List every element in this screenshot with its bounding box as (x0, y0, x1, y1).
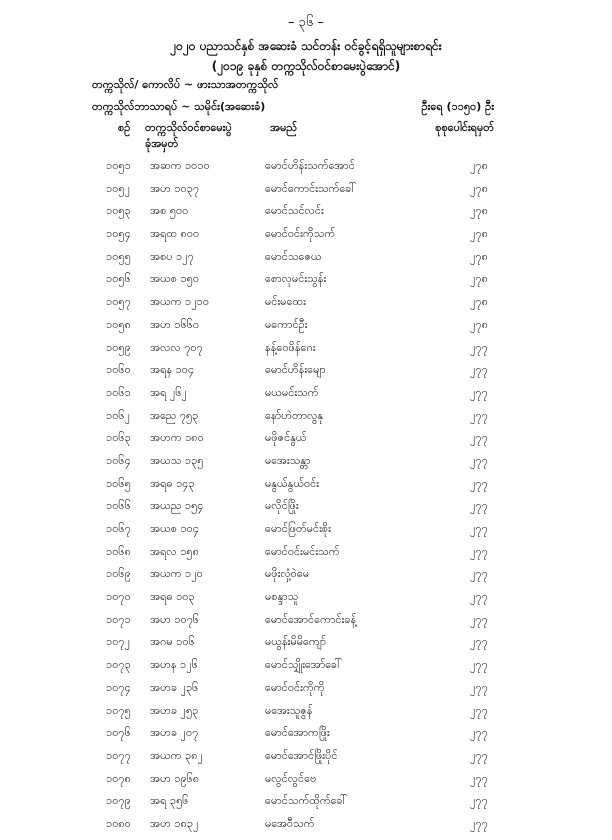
student-name: မင်းမထေး (265, 295, 306, 309)
total-marks: ၂၇၇ (470, 658, 488, 672)
column-header-serial: စဉ် (118, 121, 131, 134)
serial-number: ၁၀၇၅ (106, 703, 131, 717)
total-marks: ၂၇၇ (470, 748, 488, 762)
table-row (0, 704, 612, 727)
total-marks: ၂၇၈ (470, 295, 488, 309)
document-subtitle: (၂၀၁၉ ခုနှစ် တက္ကသိုလ်ဝင်စာမေးပွဲအောင်) (211, 59, 401, 73)
serial-number: ၁၀၅၄ (106, 227, 131, 241)
serial-number: ၁၀၆၂ (106, 408, 130, 422)
roll-number: အဟ ၁၆၆၀ (150, 317, 200, 331)
table-row (0, 772, 612, 795)
serial-number: ၁၀၇၈ (106, 771, 131, 785)
student-name: နော်ဟဲတာလွနု (265, 408, 324, 422)
table-row (0, 227, 612, 250)
student-name: မကောင်ဦး (265, 317, 308, 331)
serial-number: ၁၀၇၃ (106, 658, 131, 672)
student-name: မအေးသူဇွန် (265, 703, 313, 717)
total-marks: ၂၇၇ (470, 635, 488, 649)
roll-number: အရထ ၈၀၀ (150, 227, 200, 241)
student-name: မယွန်းမိမိကျော် (265, 635, 327, 649)
total-marks: ၂၇၇ (470, 726, 488, 740)
serial-number: ၁၀၅၆ (106, 272, 131, 286)
table-row (0, 204, 612, 227)
page-number: – ၃၆ – (288, 15, 324, 30)
roll-number: အဂမ ၁၀၆ (150, 635, 195, 649)
total-marks: ၂၇၇ (470, 340, 488, 354)
table-row (0, 590, 612, 613)
total-marks: ၂၇၇ (470, 522, 488, 535)
student-name: မယမင်းသက် (265, 385, 319, 399)
roll-number: အဆက ၁၀၁၀ (150, 159, 210, 172)
table-row (0, 409, 612, 432)
student-name: မအေးသန္တာ (265, 453, 311, 467)
table-row (0, 363, 612, 386)
table-row (0, 250, 612, 273)
serial-number: ၁၀၆၅ (106, 476, 131, 490)
roll-number: အရဓ ၁၀၃ (150, 590, 195, 604)
serial-number: ၁၀၆၀ (106, 363, 131, 377)
roll-number: အယက ၁၂၀ (150, 567, 203, 581)
total-count-label: ဦးရေ (၁၁၅၀) ဦး (421, 100, 494, 113)
student-name: မအေဝီသက် (265, 816, 315, 830)
student-name: မလွင်လွင်ဗေ (265, 771, 317, 785)
serial-number: ၁၀၅၈ (106, 317, 131, 331)
student-name: မဖိုဇင်နွယ် (265, 431, 307, 445)
table-row (0, 522, 612, 545)
roll-number: အဟခ ၂၅၃ (150, 703, 199, 717)
column-header-name: အမည် (270, 121, 298, 134)
student-name: မောင်ဟိန်းမျော (265, 363, 326, 377)
total-marks: ၂၇၇ (470, 453, 488, 467)
student-name: မောင်အောင်ဖြိုးပိုင် (265, 748, 338, 762)
student-name: မဖိုးလှံ့ဝဲမေ (265, 567, 310, 581)
serial-number: ၁၀၆၈ (106, 544, 131, 558)
table-row (0, 817, 612, 840)
roll-number: အရ ၃၅၆ (150, 794, 189, 808)
total-marks: ၂၇၇ (470, 363, 488, 377)
total-marks: ၂၇၇ (470, 612, 488, 626)
student-name: မနွယ်နွယ်ဝင်း (265, 476, 320, 490)
roll-number: အယက ၁၂၁၀ (150, 295, 210, 309)
table-row (0, 726, 612, 749)
roll-number: အညေ ၇၅၃ (150, 408, 199, 422)
roll-number: အယက ၃၈၂ (150, 748, 203, 762)
roll-number: အယည ၁၅၄ (150, 499, 204, 513)
total-marks: ၂၇၈ (470, 272, 488, 286)
student-name: မလိုင်ဖြိုး (265, 499, 299, 513)
roll-number: အဟခ ၂၃၆ (150, 680, 199, 694)
student-name: မောင်သဇေယ (265, 249, 322, 263)
serial-number: ၁၀၅၂ (106, 181, 130, 195)
total-marks: ၂၇၇ (470, 385, 488, 399)
column-header-roll-number: တက္ကသိုလ်ဝင်စာမေးပွဲ (145, 121, 232, 134)
student-name: မောင်သျှိုးအော်ခေါ် (265, 658, 342, 672)
student-name: မောင်ကောင်းသက်ခေါ် (265, 181, 357, 195)
table-row (0, 431, 612, 454)
serial-number: ၁၀၇၆ (106, 726, 131, 740)
table-row (0, 182, 612, 205)
serial-number: ၁၀၇၂ (106, 635, 130, 649)
serial-number: ၁၀၆၉ (106, 567, 131, 581)
total-marks: ၂၇၇ (470, 816, 488, 830)
total-marks: ၂၇၇ (470, 431, 488, 445)
serial-number: ၁၀၈၀ (106, 816, 131, 830)
total-marks: ၂၇၈ (470, 249, 488, 263)
roll-number: အရန ၁၀၄ (150, 363, 195, 377)
total-marks: ၂၇၇ (470, 544, 488, 558)
total-marks: ၂၇၈ (470, 159, 488, 172)
student-name: မစန္ဒာသူ (265, 590, 299, 604)
serial-number: ၁၀၅၅ (106, 249, 131, 263)
serial-number: ၁၀၆၃ (106, 431, 131, 445)
student-name: မောင်ဝင်းကိုကို (265, 680, 325, 694)
subject-label: တက္ကသိုလ်ဘာသာရပ် ~ သမိုင်း(အဆေးခံ) (92, 100, 266, 113)
serial-number: ၁၀၆၇ (106, 522, 131, 535)
serial-number: ၁၀၅၇ (106, 295, 131, 309)
serial-number: ၁၀၇၀ (106, 590, 131, 604)
roll-number: အရဓ ၁၄၃ (150, 476, 195, 490)
roll-number: အဟခ ၂၀၇ (150, 726, 199, 740)
document-title: ၂၀၂၀ ပညာသင်နှစ် အဆေးခံ သင်တန်း ဝင်ခွင့်ရရှိသူများစာရင်း (170, 39, 442, 53)
total-marks: ၂၇၇ (470, 703, 488, 717)
roll-number: အယစ ၁၀၄ (150, 522, 200, 535)
total-marks: ၂၇၇ (470, 567, 488, 581)
student-name: မောင်ဟိန်းသက်အောင် (265, 159, 355, 172)
total-marks: ၂၇၈ (470, 181, 488, 195)
roll-number: အစ ၅၀၀ (150, 204, 189, 218)
student-name: မောင်အောကဖြိုး (265, 726, 330, 740)
total-marks: ၂၇၇ (470, 680, 488, 694)
table-row (0, 159, 612, 182)
total-marks: ၂၇၇ (470, 408, 488, 422)
table-row (0, 567, 612, 590)
total-marks: ၂၇၇ (470, 771, 488, 785)
total-marks: ၂၇၈ (470, 317, 488, 331)
table-row (0, 477, 612, 500)
roll-number: အရလ ၁၅၈ (150, 544, 199, 558)
serial-number: ၁၀၇၉ (106, 794, 131, 808)
university-label: တက္ကသိုလ်/ ကောလိပ် ~ ဖားသာအတက္ကသိုလ် (92, 78, 279, 91)
roll-number: အစပ ၁၂၇ (150, 249, 194, 263)
table-row (0, 386, 612, 409)
table-row (0, 318, 612, 341)
table-row (0, 794, 612, 817)
table-row (0, 341, 612, 364)
total-marks: ၂၇၇ (470, 794, 488, 808)
student-name: မောင်သက်ထိုက်ခေါ် (265, 794, 348, 808)
table-row (0, 272, 612, 295)
column-header-roll-number-line2: ခုံအမှတ် (145, 137, 179, 150)
student-name: မောင်ဖြတ်မင်းစိုး (265, 522, 331, 535)
student-name: မောင်အောင်ကောင်းခန့် (265, 612, 357, 626)
serial-number: ၁၀၅၉ (106, 340, 131, 354)
table-row (0, 749, 612, 772)
student-name: မောင်သင်လင်း (265, 204, 324, 218)
roll-number: အဟ ၁၀၇၆ (150, 612, 200, 626)
table-row (0, 681, 612, 704)
table-row (0, 613, 612, 636)
roll-number: အဟက ၁၈၀ (150, 431, 204, 445)
serial-number: ၁၀၆၁ (106, 385, 131, 399)
student-name: မောင်ဝင်းကိုသက် (265, 227, 336, 241)
serial-number: ၁၀၆၆ (106, 499, 131, 513)
total-marks: ၂၇၈ (470, 204, 488, 218)
serial-number: ၁၀၇၇ (106, 748, 131, 762)
total-marks: ၂၇၈ (470, 227, 488, 241)
roll-number: အဟ ၁၈၃၂ (150, 816, 199, 830)
results-table (0, 159, 612, 840)
serial-number: ၁၀၅၁ (106, 159, 131, 172)
total-marks: ၂၇၇ (470, 476, 488, 490)
table-row (0, 499, 612, 522)
serial-number: ၁၀၆၄ (106, 453, 131, 467)
student-name: နန့်ဝေဖိန်ဂေး (265, 340, 316, 354)
serial-number: ၁၀၅၃ (106, 204, 131, 218)
table-row (0, 635, 612, 658)
total-marks: ၂၇၇ (470, 590, 488, 604)
roll-number: အဟ ၁၀၃၇ (150, 181, 200, 195)
roll-number: အလလ ၇၀၇ (150, 340, 203, 354)
student-name: မောင်ဝင်းမင်းသက် (265, 544, 340, 558)
table-row (0, 545, 612, 568)
roll-number: အရ ၂၆၂ (150, 385, 187, 399)
roll-number: အယသ ၁၃၅ (150, 453, 204, 467)
column-header-marks: စုစုပေါင်းရမှတ် (435, 121, 494, 134)
roll-number: အဟ ၁၉၆၈ (150, 771, 200, 785)
roll-number: အယစ ၁၅၀ (150, 272, 200, 286)
student-name: စောလုမင်းသွန်း (265, 272, 327, 286)
table-row (0, 658, 612, 681)
serial-number: ၁၀၇၄ (106, 680, 131, 694)
table-row (0, 295, 612, 318)
serial-number: ၁၀၇၁ (106, 612, 131, 626)
roll-number: အဟန ၁၂၆ (150, 658, 198, 672)
table-row (0, 454, 612, 477)
total-marks: ၂၇၇ (470, 499, 488, 513)
